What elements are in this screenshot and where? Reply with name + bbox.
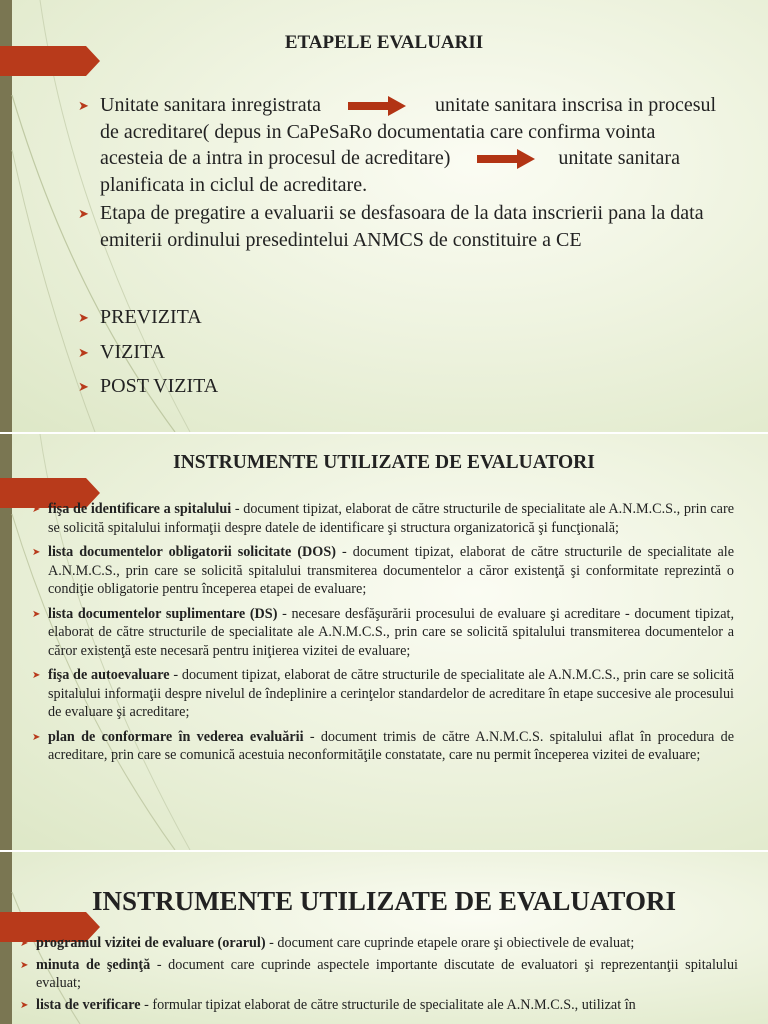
bullet-icon: ➤ xyxy=(20,938,29,949)
stage-item: ➤ POST VIZITA xyxy=(78,373,478,400)
arrow-right-icon xyxy=(477,148,537,170)
slide-title: ETAPELE EVALUARII xyxy=(284,32,484,53)
list-item: ➤ lista documentelor obligatorii solicitate (DOS) - document tipizat, elaborat de către structurile de specialitate ale A.N.M.C.S., prin care se solicită spitalului transmiterea documentelor a căror existenţă şi conformitate reprezintă o condiţie obligatorie pentru începerea etapei de evaluare; xyxy=(32,544,734,597)
stage-list xyxy=(78,304,478,400)
item-text: Etapa de pregatire a evaluarii se desfasoara de la data inscrierii pana la data emiterii ordinului presedintelui ANMCS de constituire a CE xyxy=(100,202,704,251)
bullet-icon: ➤ xyxy=(78,344,89,360)
list-item: ➤ programul vizitei de evaluare (orarul) - document care cuprinde etapele orare şi obiectivele de evaluat; xyxy=(20,935,635,951)
bullet-icon: ➤ xyxy=(32,731,41,743)
bullet-icon: ➤ xyxy=(32,670,41,681)
bullet-icon: ➤ xyxy=(32,504,41,515)
slide1-bullet-list xyxy=(78,92,718,253)
bullet-icon: ➤ xyxy=(32,608,41,620)
list-item xyxy=(78,92,718,198)
list-item: ➤ lista de verificare - formular tipizat elaborat de către structurile de specialitate ale A.N.M.C.S., utilizat în xyxy=(20,997,636,1013)
bullet-icon: ➤ xyxy=(78,206,89,221)
item-text: Unitate sanitara inregistrata xyxy=(100,94,322,116)
list-item: ➤ plan de conformare în vederea evaluării - document trimis de către A.N.M.C.S. spitalului aflat în procedura de acreditare, prin care se comunică acestuia neconformităţile constatate, care nu permit începerea vizitei de evaluare; xyxy=(32,728,734,763)
slide-title: INSTRUMENTE UTILIZATE DE EVALUATORI xyxy=(173,452,595,473)
arrow-right-icon xyxy=(348,95,408,117)
item-text: unitate sanitara planificata in ciclul de acreditare. xyxy=(100,147,680,196)
slide-instrumente-2 xyxy=(0,852,768,1024)
slide2-bullet-list xyxy=(32,500,734,771)
bullet-icon: ➤ xyxy=(78,310,89,325)
bullet-icon: ➤ xyxy=(78,98,89,113)
list-item: ➤ fişa de autoevaluare - document tipizat, elaborat de către structurile de specialitate ale A.N.M.C.S., prin care se solicită spitalului informaţii despre nivelul de îndeplinire a cerinţelor standardelor de acreditare în etape succesive ale procesului de evaluare şi acreditare; xyxy=(32,667,734,720)
bullet-icon: ➤ xyxy=(78,379,89,394)
bullet-icon: ➤ xyxy=(20,960,29,971)
list-item: ➤ fişa de identificare a spitalului - document tipizat, elaborat de către structurile de specialitate ale A.N.M.C.S., prin care se solicită spitalului informaţii despre datele de identificare şi structura organizatorică şi funcţională; xyxy=(32,501,735,536)
list-item xyxy=(78,200,718,253)
stage-item: ➤ VIZITA xyxy=(78,339,478,366)
slide-title: INSTRUMENTE UTILIZATE DE EVALUATORI xyxy=(92,886,676,916)
list-item: ➤ minuta de şedinţă - document care cuprinde aspectele importante discutate de evaluatori şi reprezentanţii spitalului evaluat; xyxy=(20,957,738,991)
bullet-icon: ➤ xyxy=(32,547,41,558)
stage-item: ➤ PREVIZITA xyxy=(78,304,478,331)
slide-etapele-evaluarii xyxy=(0,0,768,432)
slide-instrumente-1 xyxy=(0,434,768,850)
bullet-icon: ➤ xyxy=(20,1000,29,1011)
list-item: ➤ lista documentelor suplimentare (DS) - necesare desfăşurării procesului de evaluare şi acreditare - document tipizat, elaborat de către structurile de specialitate ale A.N.M.C.S., prin care se solicită spitalului transmiterea documentelor a căror existenţă este necesară pentru iniţierea vizitei de evaluare; xyxy=(32,605,734,659)
item-text: unitate sanitara inscrisa in procesul de acreditare( depus in CaPeSaRo documentatia care confirma vointa acesteia de a intra in procesul de acreditare) xyxy=(100,94,717,169)
slide3-bullet-list xyxy=(20,934,738,1018)
